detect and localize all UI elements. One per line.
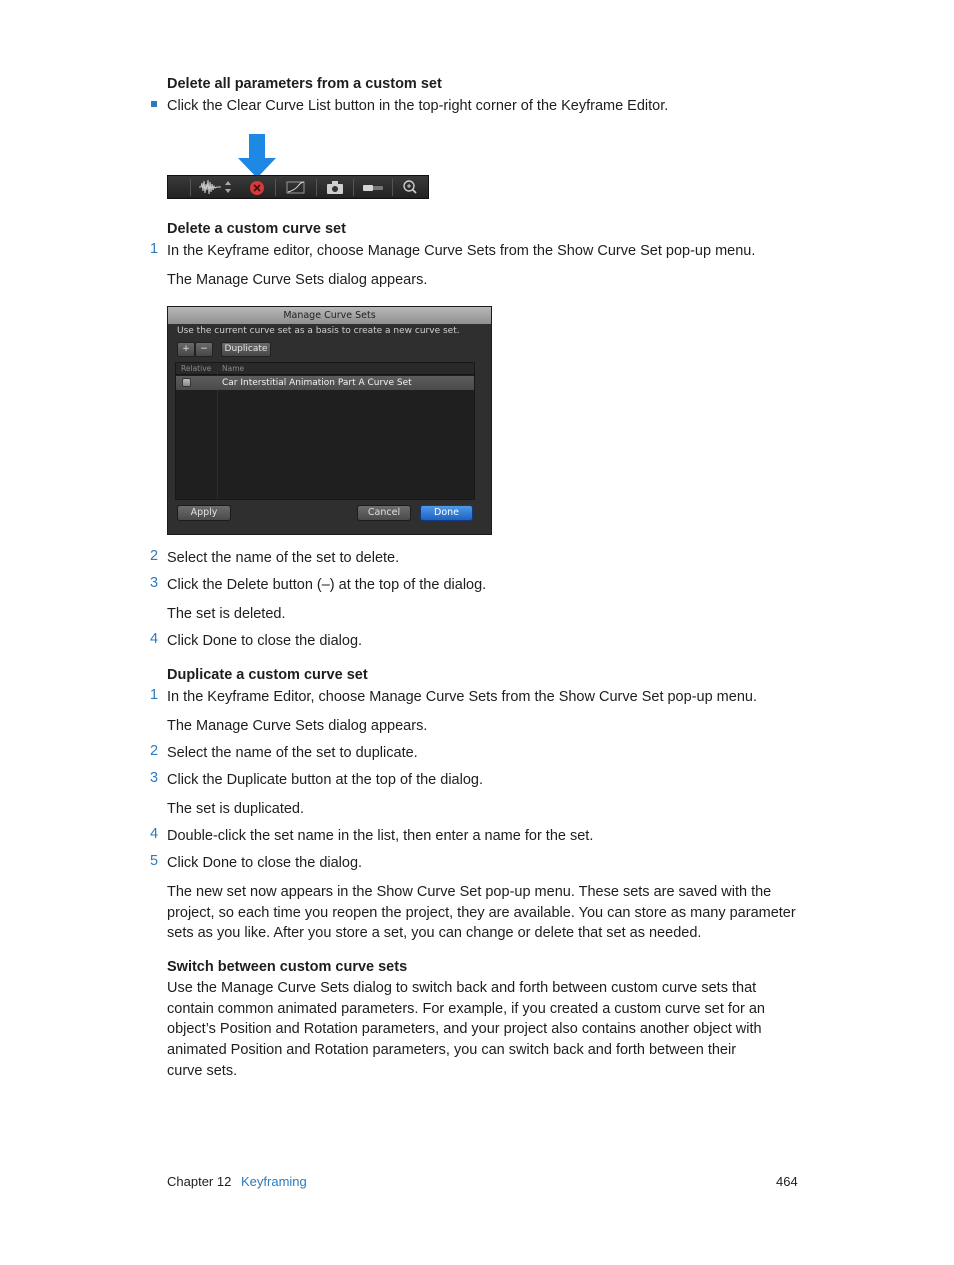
section-heading-duplicate-set: Duplicate a custom curve set bbox=[167, 667, 368, 683]
step-text: The set is deleted. bbox=[167, 606, 286, 622]
zoom-icon[interactable] bbox=[401, 178, 419, 196]
step-text: The set is duplicated. bbox=[167, 801, 305, 817]
clear-curve-list-icon[interactable] bbox=[248, 178, 266, 196]
bullet-text: Click the Clear Curve List button in the top-right corner of the Keyframe Editor. bbox=[167, 98, 669, 114]
step-text: Click the Delete button (–) at the top of the dialog. bbox=[167, 577, 487, 593]
paragraph-line: sets as you like. After you store a set, you can change or delete that set as needed. bbox=[167, 925, 702, 941]
manage-curve-sets-dialog bbox=[167, 306, 492, 535]
step-text: Click Done to close the dialog. bbox=[167, 633, 363, 649]
footer-chapter: Chapter 12 bbox=[167, 1174, 232, 1189]
step-text: The Manage Curve Sets dialog appears. bbox=[167, 272, 428, 288]
step-number: 4 bbox=[150, 631, 159, 647]
section-heading-switch-sets: Switch between custom curve sets bbox=[167, 959, 408, 975]
duplicate-button[interactable]: Duplicate bbox=[221, 342, 271, 357]
footer-chapter-link[interactable]: Keyframing bbox=[241, 1174, 307, 1189]
step-number: 3 bbox=[150, 770, 159, 786]
paragraph-line: Use the Manage Curve Sets dialog to switch back and forth between custom curve sets that bbox=[167, 980, 757, 996]
paragraph-line: contain common animated parameters. For example, if you created a custom curve set for an bbox=[167, 1001, 765, 1017]
add-button[interactable]: + bbox=[177, 342, 195, 357]
slider-icon[interactable] bbox=[361, 178, 385, 196]
cancel-button[interactable]: Cancel bbox=[357, 505, 411, 521]
paragraph-line: project, so each time you reopen the project, they are available. You can store as many parameter bbox=[167, 905, 796, 921]
curve-set-list[interactable] bbox=[175, 362, 475, 500]
step-text: Select the name of the set to delete. bbox=[167, 550, 400, 566]
down-arrow-icon bbox=[238, 134, 276, 178]
step-text: Click Done to close the dialog. bbox=[167, 855, 363, 871]
list-header bbox=[176, 363, 474, 375]
keyframe-editor-toolbar bbox=[167, 175, 429, 199]
step-number: 2 bbox=[150, 743, 159, 759]
column-header-relative[interactable]: Relative bbox=[181, 364, 212, 373]
step-number: 3 bbox=[150, 575, 159, 591]
relative-checkbox[interactable] bbox=[182, 378, 191, 387]
bullet-marker bbox=[151, 101, 157, 107]
step-number: 5 bbox=[150, 853, 159, 869]
camera-icon[interactable] bbox=[325, 178, 345, 196]
step-text: In the Keyframe editor, choose Manage Curve Sets from the Show Curve Set pop-up menu. bbox=[167, 243, 756, 259]
delete-button[interactable]: − bbox=[195, 342, 213, 357]
stepper-icon[interactable] bbox=[224, 178, 232, 196]
paragraph-line: The new set now appears in the Show Curve Set pop-up menu. These sets are saved with the bbox=[167, 884, 772, 900]
column-header-name[interactable]: Name bbox=[222, 364, 245, 373]
paragraph-line: curve sets. bbox=[167, 1063, 238, 1079]
dialog-description: Use the current curve set as a basis to create a new curve set. bbox=[177, 326, 460, 336]
step-number: 4 bbox=[150, 826, 159, 842]
step-text: The Manage Curve Sets dialog appears. bbox=[167, 718, 428, 734]
step-text: Double-click the set name in the list, then enter a name for the set. bbox=[167, 828, 594, 844]
step-text: Select the name of the set to duplicate. bbox=[167, 745, 418, 761]
paragraph-line: object’s Position and Rotation parameters, and your project also contains another object with bbox=[167, 1021, 762, 1037]
step-number: 2 bbox=[150, 548, 159, 564]
list-item[interactable] bbox=[176, 376, 474, 390]
waveform-icon[interactable] bbox=[198, 178, 222, 196]
section-heading-delete-set: Delete a custom curve set bbox=[167, 221, 346, 237]
dialog-title: Manage Curve Sets bbox=[168, 307, 491, 324]
step-number: 1 bbox=[150, 241, 159, 257]
step-text: In the Keyframe Editor, choose Manage Curve Sets from the Show Curve Set pop-up menu. bbox=[167, 689, 757, 705]
curve-icon[interactable] bbox=[285, 178, 307, 196]
section-heading-delete-all: Delete all parameters from a custom set bbox=[167, 76, 442, 92]
step-number: 1 bbox=[150, 687, 159, 703]
paragraph-line: animated Position and Rotation parameters, you can switch back and forth between their bbox=[167, 1042, 737, 1058]
step-text: Click the Duplicate button at the top of the dialog. bbox=[167, 772, 483, 788]
done-button[interactable]: Done bbox=[420, 505, 473, 521]
page-number: 464 bbox=[776, 1174, 798, 1189]
curve-set-name[interactable]: Car Interstitial Animation Part A Curve Set bbox=[222, 378, 412, 388]
apply-button[interactable]: Apply bbox=[177, 505, 231, 521]
